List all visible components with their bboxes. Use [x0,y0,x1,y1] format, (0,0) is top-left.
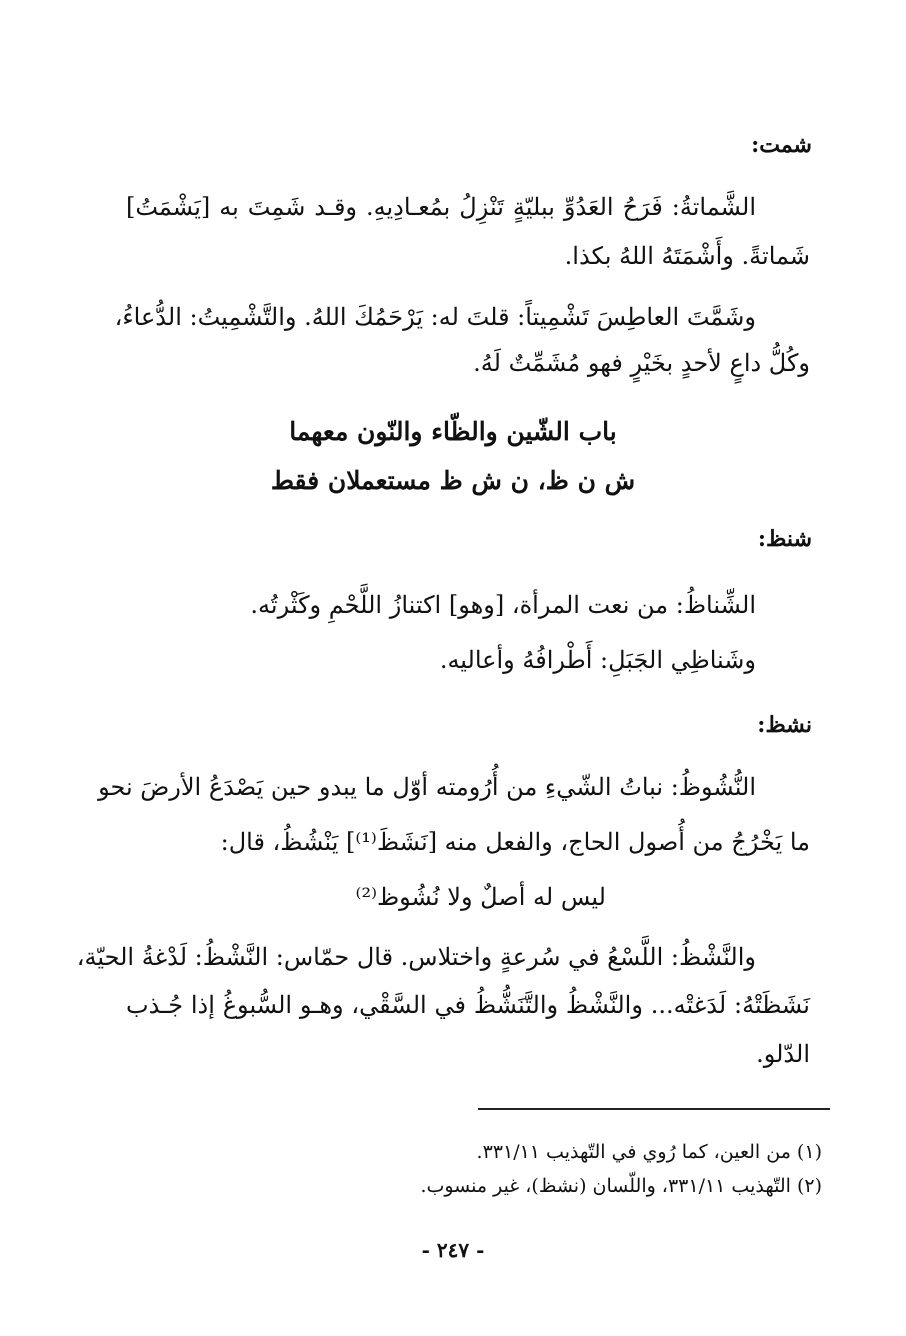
page-number: - ٢٤٧ - [421,1238,485,1262]
entry-line: والنَّشْظُ: اللَّسْعُ في سُرعةٍ واختلاس. قال حمّاس: النَّشْظُ: لَدْغةُ الحيّة، [76,943,756,971]
entry-line: وشَمَّتَ العاطِسَ تَشْمِيتاً: قلتَ له: يَرْحَمُكَ اللهُ. والتَّشْمِيتُ: الدُّعاءُ، [114,303,756,331]
entry-line: شَماتةً. وأَشْمَتَهُ اللهُ بكذا. [564,242,810,270]
entry-line: الشِّناظُ: من نعت المرأة، [وهو] اكتنازُ اللَّحْمِ وكَثْرتُه. [250,591,756,619]
footnote-1: (١) من العين، كما رُوي في التّهذيب ٣٣١/١١. [476,1141,822,1163]
root-heading-shmt: شمت: [751,132,812,158]
section-title: باب الشّين والظّاء والنّون معهما [289,417,617,446]
entry-line: النُّشُوظُ: نباتُ الشّيءِ من أُرُومته أوّل ما يبدو حين يَصْدَعُ الأرضَ نحو [98,773,756,801]
root-heading-nshz: نشظ: [757,712,812,738]
footnote-divider [478,1108,830,1110]
root-heading-shnz: شنظ: [757,526,812,552]
entry-line: الشَّماتةُ: فَرَحُ العَدُوِّ ببليّةٍ تَنْزِلُ بمُعـادِيهِ. وقـد شَمِتَ به [يَشْمَتُ] [126,193,756,221]
entry-line: الدّلو. [756,1040,810,1068]
section-subtitle: ش ن ظ، ن ش ظ مستعملان فقط [270,466,636,495]
entry-line: وكُلُّ داعٍ لأحدٍ بخَيْرٍ فهو مُشَمِّتٌ لَهُ. [473,349,810,377]
entry-line: ما يَخْرُجُ من أُصول الحاج، والفعل منه [نَشَظَ⁽¹⁾] يَنْشُظُ، قال: [220,828,810,856]
entry-line: وشَناظِي الجَبَلِ: أَطْرافُهُ وأعاليه. [439,646,756,674]
entry-line: نَشَظَتْهُ: لَدَغتْه... والنَّشْظُ والتَّنَشُّظُ في السَّقْي، وهـو السُّبوغُ إذا جُـذب [126,991,810,1019]
footnote-2: (٢) التّهذيب ٣٣١/١١، واللّسان (نشظ)، غير منسوب. [420,1175,822,1197]
verse-line: ليس له أصلٌ ولا نُشُوظ⁽²⁾ [355,883,606,911]
